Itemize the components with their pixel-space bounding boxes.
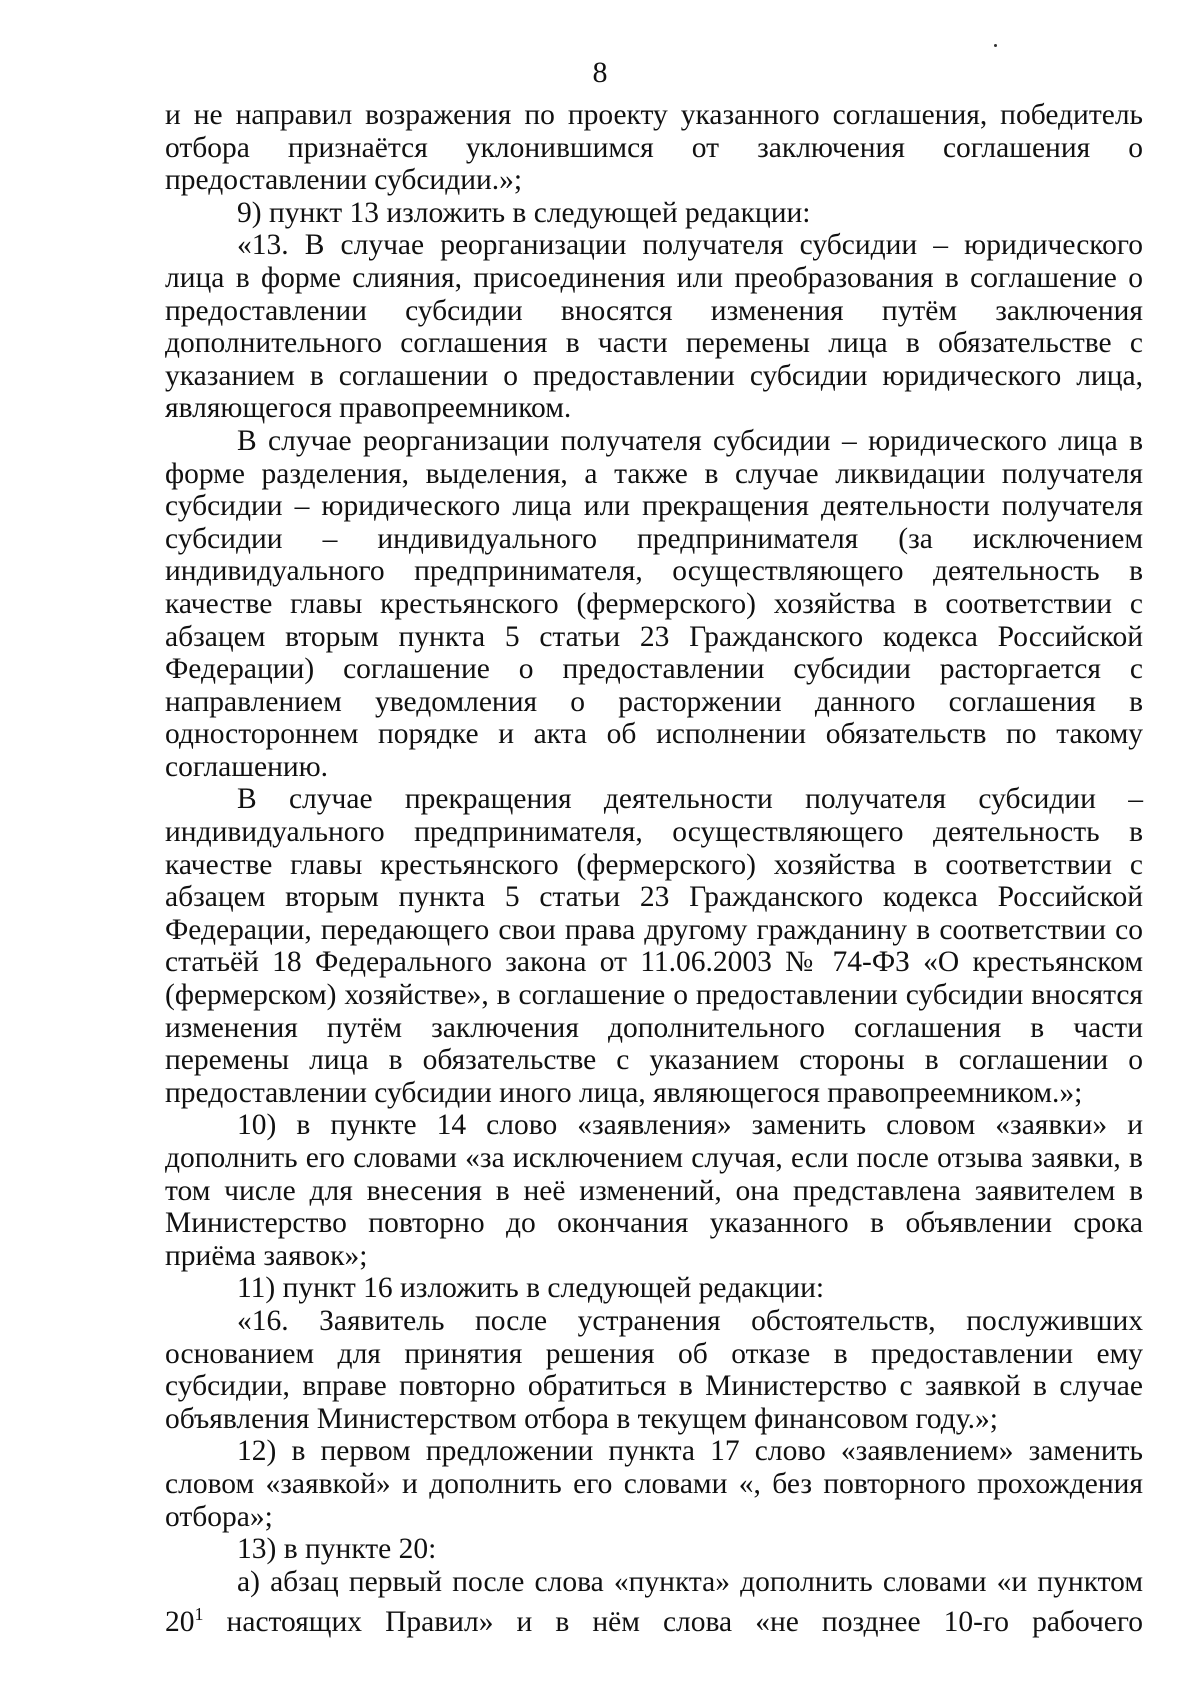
paragraph-item-10: 10) в пункте 14 слово «заявления» заменить словом «заявки» и дополнить его словами «за исключением случая, если после отзыва заявки, в том числе для внесения в неё изменений, она представлена заявителем в Министерство повторно до окончания указанного в объявлении срока приёма заявок»;: [165, 1109, 1143, 1272]
superscript-marker: 1: [194, 1604, 204, 1625]
paragraph-item-9: 9) пункт 13 изложить в следующей редакции:: [237, 196, 811, 229]
subitem-a-text-start: а) абзац первый после слова «пункта» дополнить словами «и пунктом 20: [165, 1565, 1143, 1639]
scan-speck: [994, 44, 997, 47]
subitem-a-text-end: настоящих Правил» и в нём слова «не позднее 10-го рабочего: [203, 1606, 1143, 1639]
paragraph-clause-13: «13. В случае реорганизации получателя субсидии – юридического лица в форме слияния, присоединения или преобразования в соглашение о предоставлении субсидии вносятся изменения путём заключения дополнительного соглашения в части перемены лица в обязательстве с указанием в соглашении о предоставлении субсидии юридического лица, являющегося правопреемником.: [165, 229, 1143, 425]
paragraph-item-13: 13) в пункте 20:: [237, 1533, 437, 1566]
paragraph-continuation: и не направил возражения по проекту указанного соглашения, победитель отбора признаётся уклонившимся от заключения соглашения о предоставлении субсидии.»;: [165, 99, 1143, 197]
paragraph-subitem-a: [165, 1566, 1143, 1639]
paragraph-termination-entrepreneur: В случае прекращения деятельности получателя субсидии – индивидуального предпринимателя, осуществляющего деятельность в качестве главы крестьянского (фермерского) хозяйства в соответствии с абзацем вторым пункта 5 статьи 23 Гражданского кодекса Российской Федерации, передающего свои права другому гражданину в соответствии со статьёй 18 Федерального закона от 11.06.2003 № 74-ФЗ «О крестьянском (фермерском) хозяйстве», в соглашение о предоставлении субсидии вносятся изменения путём заключения дополнительного соглашения в части перемены лица в обязательстве с указанием стороны в соглашении о предоставлении субсидии иного лица, являющегося правопреемником.»;: [165, 783, 1143, 1109]
paragraph-clause-16: «16. Заявитель после устранения обстоятельств, послуживших основанием для принятия решения об отказе в предоставлении ему субсидии, вправе повторно обратиться в Министерство с заявкой в случае объявления Министерством отбора в текущем финансовом году.»;: [165, 1304, 1143, 1435]
paragraph-item-12: 12) в первом предложении пункта 17 слово «заявлением» заменить словом «заявкой» и дополнить его словами «, без повторного прохождения отбора»;: [165, 1435, 1143, 1533]
paragraph-item-11: 11) пункт 16 изложить в следующей редакции:: [237, 1272, 825, 1305]
paragraph-reorganization-division: В случае реорганизации получателя субсидии – юридического лица в форме разделения, выделения, а также в случае ликвидации получателя субсидии – юридического лица или прекращения деятельности получателя субсидии – индивидуального предпринимателя (за исключением индивидуального предпринимателя, осуществляющего деятельность в качестве главы крестьянского (фермерского) хозяйства в соответствии с абзацем вторым пункта 5 статьи 23 Гражданского кодекса Российской Федерации) соглашение о предоставлении субсидии расторгается с направлением уведомления о расторжении данного соглашения в одностороннем порядке и акта об исполнении обязательств по такому соглашению.: [165, 424, 1143, 783]
document-body: [165, 99, 1143, 1639]
page-number: 8: [592, 56, 608, 89]
